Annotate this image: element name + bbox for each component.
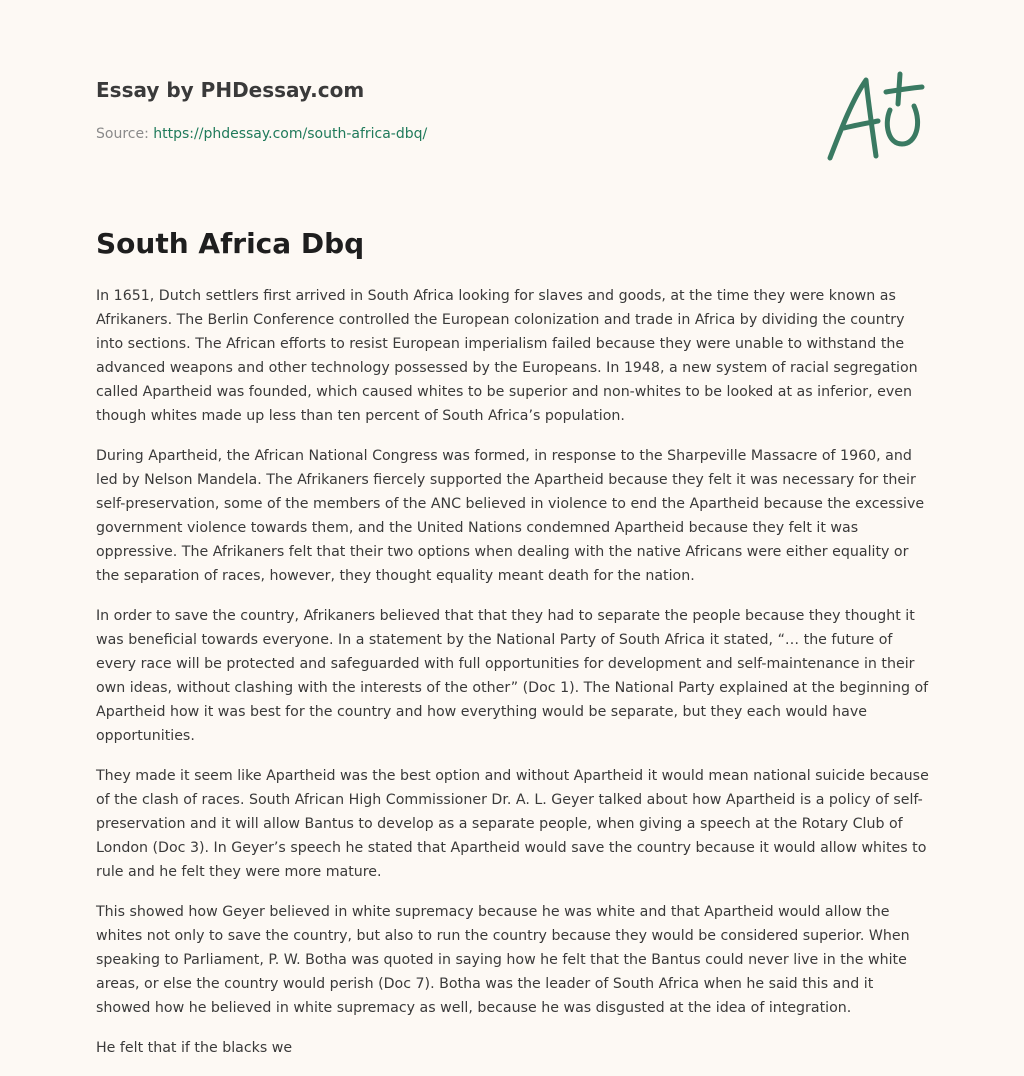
paragraph: In 1651, Dutch settlers first arrived in South Africa looking for slaves and goods, at the time they were known as Afrikaners. The Berlin Conference controlled the European colonization and trade in Africa by dividing the country into sections. The African efforts to resist European imperialism failed because they were unable to withstand the advanced weapons and other technology possessed by the Europeans. In 1948, a new system of racial segregation called Apartheid was founded, which caused whites to be superior and non-whites to be looked at as inferior, even though whites made up less than ten percent of South Africa’s population. (96, 288, 918, 424)
essay-header (96, 76, 928, 176)
source-label: Source: (96, 126, 154, 142)
paragraph: They made it seem like Apartheid was the best option and without Apartheid it would mean national suicide because of the clash of races. South African High Commissioner Dr. A. L. Geyer talked about how Apartheid is a policy of self-preservation and it will allow Bantus to develop as a separate people, when giving a speech at the Rotary Club of London (Doc 3). In Geyer’s speech he stated that Apartheid would save the country because it would allow whites to rule and he felt they were more mature. (96, 768, 929, 880)
paragraph: This showed how Geyer believed in white supremacy because he was white and that Apartheid would allow the whites not only to save the country, but also to run the country because they would be considered superior. When speaking to Parliament, P. W. Botha was quoted in saying how he felt that the Bantus could never live in the white areas, or else the country would perish (Doc 7). Botha was the leader of South Africa when he said this and it showed how he believed in white supremacy as well, because he was disgusted at the idea of integration. (96, 904, 910, 1016)
paragraph: During Apartheid, the African National Congress was formed, in response to the Sharpeville Massacre of 1960, and led by Nelson Mandela. The Afrikaners fiercely supported the Apartheid because they felt it was necessary for their self-preservation, some of the members of the ANC believed in violence to end the Apartheid because the excessive government violence towards them, and the United Nations condemned Apartheid because they felt it was oppressive. The Afrikaners felt that their two options when dealing with the native Africans were either equality or the separation of races, however, they thought equality meant death for the nation. (96, 448, 925, 584)
source-line (96, 124, 427, 144)
site-title: Essay by PHDessay.com (96, 78, 365, 102)
document-title: South Africa Dbq (96, 227, 365, 260)
paragraph: He felt that if the blacks we (96, 1040, 293, 1056)
a-plus-logo-icon (826, 70, 926, 165)
essay-body (96, 284, 932, 1076)
source-link[interactable]: https://phdessay.com/south-africa-dbq/ (153, 126, 428, 142)
paragraph: In order to save the country, Afrikaners believed that that they had to separate the people because they thought it was beneficial towards everyone. In a statement by the National Party of South Africa it stated, “… the future of every race will be protected and safeguarded with full opportunities for development and self-maintenance in their own ideas, without clashing with the interests of the other” (Doc 1). The National Party explained at the beginning of Apartheid how it was best for the country and how everything would be separate, but they each would have opportunities. (96, 608, 929, 744)
